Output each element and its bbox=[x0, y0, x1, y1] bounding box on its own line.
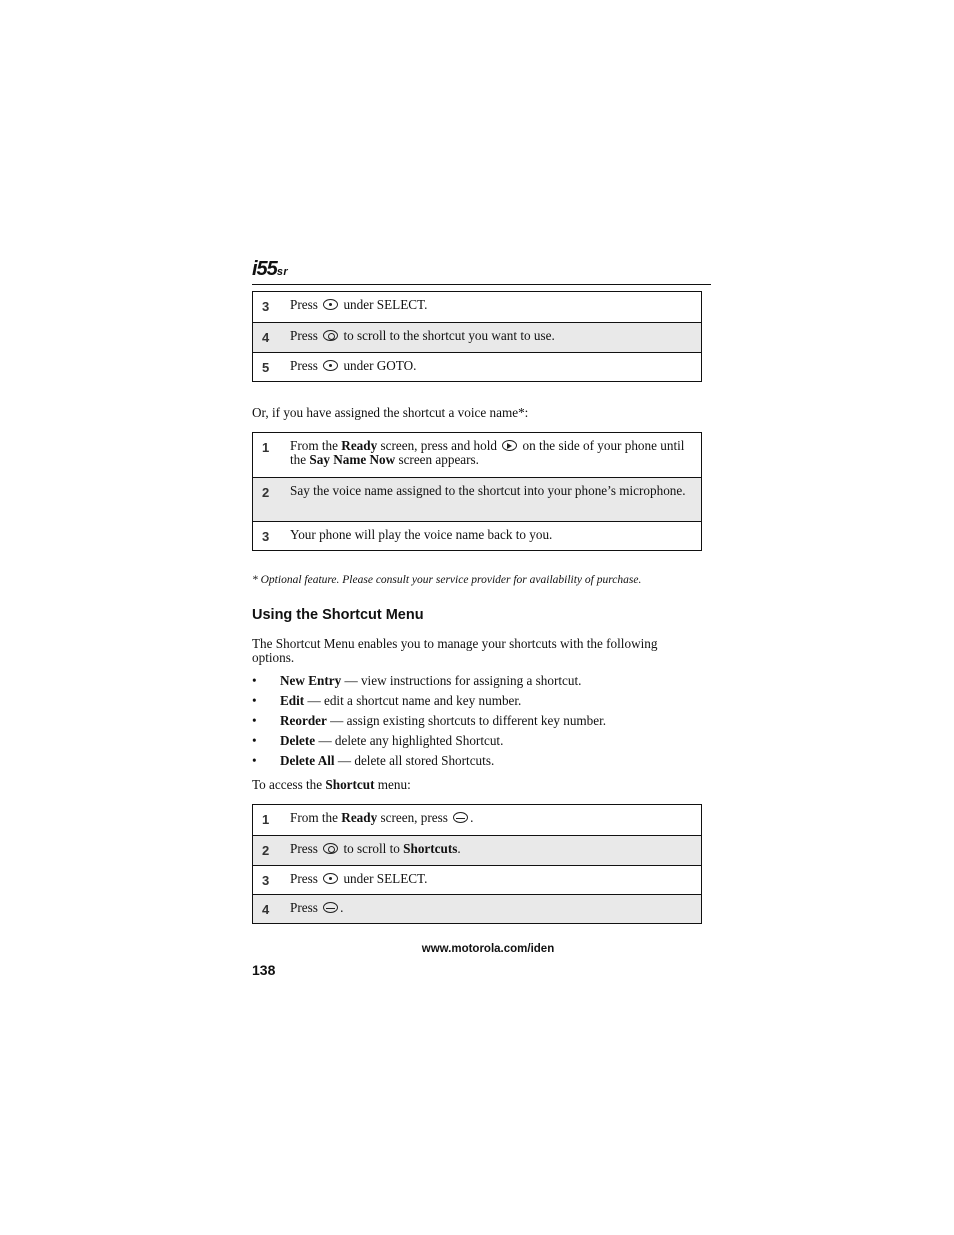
step-row bbox=[253, 805, 701, 835]
page-number: 138 bbox=[252, 962, 276, 978]
step-text: Say the voice name assigned to the shortcut into your phone’s microphone. bbox=[290, 483, 686, 498]
options-list bbox=[252, 674, 702, 774]
step-number: 2 bbox=[262, 485, 270, 500]
step-number: 4 bbox=[262, 902, 270, 917]
section-title: Using the Shortcut Menu bbox=[252, 607, 424, 623]
steps-table-1 bbox=[252, 291, 702, 382]
step-row bbox=[253, 433, 701, 477]
step-text: Press . bbox=[290, 900, 344, 915]
step-number: 5 bbox=[262, 360, 270, 375]
step-text: Press under GOTO. bbox=[290, 358, 417, 373]
step-number: 4 bbox=[262, 330, 270, 345]
logo-sub: sr bbox=[276, 266, 289, 278]
step-row bbox=[253, 894, 701, 923]
list-item: • Delete — delete any highlighted Shortcut. bbox=[252, 733, 504, 748]
step-number: 1 bbox=[262, 440, 270, 455]
select-key-icon bbox=[323, 360, 338, 371]
step-row bbox=[253, 292, 701, 322]
list-item: • Reorder — assign existing shortcuts to different key number. bbox=[252, 713, 607, 728]
footnote: * Optional feature. Please consult your service provider for availability of purchase. bbox=[252, 574, 642, 586]
logo-main: i55 bbox=[252, 258, 277, 280]
model-logo bbox=[252, 258, 288, 282]
step-text: Press to scroll to the shortcut you want to use. bbox=[290, 328, 555, 343]
step-text: From the Ready screen, press and hold on the side of your phone until the Say Name Now screen appears. bbox=[290, 438, 685, 467]
navigation-key-icon bbox=[323, 330, 338, 341]
step-row bbox=[253, 352, 701, 381]
list-item: • Edit — edit a shortcut name and key number. bbox=[252, 693, 522, 708]
speaker-key-icon bbox=[502, 440, 517, 451]
list-item: • New Entry — view instructions for assigning a shortcut. bbox=[252, 673, 582, 688]
navigation-key-icon bbox=[323, 843, 338, 854]
voice-intro: Or, if you have assigned the shortcut a voice name*: bbox=[252, 405, 529, 420]
header-rule bbox=[252, 284, 711, 285]
section-intro: The Shortcut Menu enables you to manage your shortcuts with the following options. bbox=[252, 636, 658, 665]
step-number: 1 bbox=[262, 812, 270, 827]
footer-url: www.motorola.com/iden bbox=[421, 943, 555, 955]
step-text: Press to scroll to Shortcuts. bbox=[290, 841, 461, 856]
manual-page bbox=[252, 0, 712, 1235]
access-intro: To access the Shortcut menu: bbox=[252, 777, 411, 792]
step-row bbox=[253, 865, 701, 894]
steps-table-2 bbox=[252, 432, 702, 551]
step-row bbox=[253, 322, 701, 352]
step-row bbox=[253, 835, 701, 865]
menu-key-icon bbox=[323, 902, 338, 913]
step-text: Your phone will play the voice name back to you. bbox=[290, 527, 553, 542]
step-row bbox=[253, 477, 701, 521]
step-number: 3 bbox=[262, 873, 270, 888]
menu-key-icon bbox=[453, 812, 468, 823]
step-text: Press under SELECT. bbox=[290, 871, 428, 886]
select-key-icon bbox=[323, 299, 338, 310]
steps-table-3 bbox=[252, 804, 702, 924]
step-text: From the Ready screen, press . bbox=[290, 810, 474, 825]
step-text: Press under SELECT. bbox=[290, 297, 428, 312]
select-key-icon bbox=[323, 873, 338, 884]
step-number: 3 bbox=[262, 299, 270, 314]
step-row bbox=[253, 521, 701, 550]
step-number: 3 bbox=[262, 529, 270, 544]
list-item: • Delete All — delete all stored Shortcuts. bbox=[252, 753, 495, 768]
step-number: 2 bbox=[262, 843, 270, 858]
